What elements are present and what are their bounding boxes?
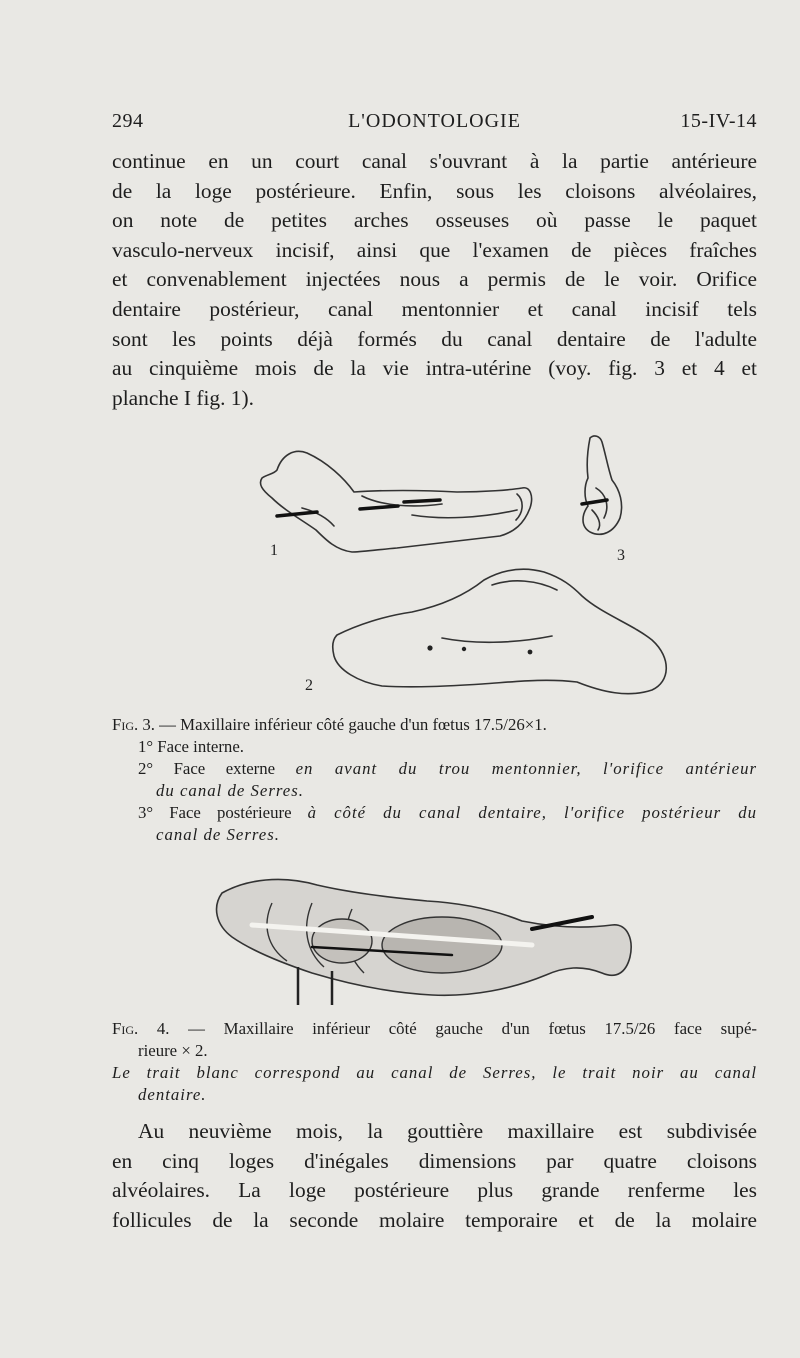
jaw-internal-detail — [516, 494, 522, 520]
jaw-external-detail — [492, 581, 557, 590]
caption-item-italic: canal de Serres. — [156, 825, 280, 844]
text-line: en cinq loges d'inégales dimensions par quatre cloisons — [112, 1148, 757, 1173]
paragraph-1 — [112, 147, 757, 413]
figure-4-illustration — [112, 855, 757, 1015]
text-line: vasculo-nerveux incisif, ainsi que l'examen de pièces fraîches — [112, 237, 757, 262]
running-header — [112, 110, 757, 142]
text-line: planche I fig. 1). — [112, 385, 254, 410]
jaw-internal-detail — [412, 510, 517, 518]
caption-title: — Maxillaire inférieur côté gauche d'un fœtus 17.5/26 face supé- — [169, 1019, 757, 1038]
figure-3-label-3: 3 — [617, 547, 625, 564]
figure-3-drawing — [112, 420, 757, 710]
caption-item-italic: du canal de Serres. — [156, 781, 304, 800]
follicle — [312, 919, 372, 963]
text-line: au cinquième mois de la vie intra-utérine (voy. fig. 3 et 4 et — [112, 356, 757, 381]
caption-item-text: Face externe — [173, 759, 296, 778]
text-line: alvéolaires. La loge postérieure plus grande renferme les — [112, 1178, 757, 1203]
dental-canal-mark — [404, 500, 440, 502]
jaw-posterior-detail — [592, 510, 600, 530]
figure-3-label-2: 2 — [305, 677, 313, 694]
caption-item-text: Face interne. — [157, 737, 244, 756]
foramen-dot — [427, 645, 432, 650]
caption-item-number: 3° — [138, 803, 170, 822]
jaw-external-face-outline — [333, 569, 667, 694]
caption-title: — Maxillaire inférieur côté gauche d'un fœtus 17.5/26×1. — [154, 715, 547, 734]
foramen-dot — [528, 650, 533, 655]
page-number: 294 — [112, 110, 144, 132]
follicle — [382, 917, 502, 973]
caption-italic: Le trait blanc correspond au canal de Serres, le trait noir au canal — [112, 1063, 757, 1082]
text-line: follicules de la seconde molaire temporaire et de la molaire — [112, 1207, 757, 1232]
text-line: continue en un court canal s'ouvrant à la partie antérieure — [112, 149, 757, 173]
caption-italic: dentaire. — [138, 1085, 207, 1104]
caption-item-text: Face postérieure — [169, 803, 308, 822]
foramen-dot — [462, 647, 466, 651]
text-line: et convenablement injectées nous a permis de le voir. Orifice — [112, 267, 757, 292]
dental-canal-mark — [277, 512, 317, 516]
text-line: dentaire postérieur, canal mentonnier et canal incisif tels — [112, 296, 757, 321]
running-title: L'ODONTOLOGIE — [348, 110, 521, 132]
figure-3-caption — [112, 714, 757, 846]
issue-date: 15-IV-14 — [680, 110, 757, 132]
text-line: Au neuvième mois, la gouttière maxillaire est subdivisée — [138, 1119, 757, 1143]
dental-canal-mark — [360, 506, 398, 509]
figure-label: Fig. 3. — [112, 715, 155, 734]
figure-3-label-1: 1 — [270, 542, 278, 559]
jaw-posterior-face-outline — [583, 436, 622, 534]
figure-4-caption — [112, 1018, 757, 1106]
jaw-external-detail — [442, 636, 552, 642]
caption-item-italic: à côté du canal dentaire, l'orifice postérieur du — [307, 803, 758, 822]
caption-item-italic: en avant du trou mentonnier, l'orifice antérieur — [295, 759, 757, 778]
figure-3-illustration — [112, 420, 757, 710]
caption-item-number: 2° — [138, 759, 174, 778]
text-line: de la loge postérieure. Enfin, sous les cloisons alvéolaires, — [112, 178, 757, 203]
figure-4-drawing — [112, 855, 757, 1015]
jaw-internal-face-outline — [260, 451, 531, 552]
paragraph-2 — [112, 1117, 757, 1235]
text-line: sont les points déjà formés du canal dentaire de l'adulte — [112, 326, 757, 351]
text-line: on note de petites arches osseuses où passe le paquet — [112, 208, 757, 233]
caption-title: rieure × 2. — [138, 1041, 208, 1060]
figure-label: Fig. 4. — [112, 1019, 170, 1038]
caption-item-number: 1° — [138, 737, 158, 756]
